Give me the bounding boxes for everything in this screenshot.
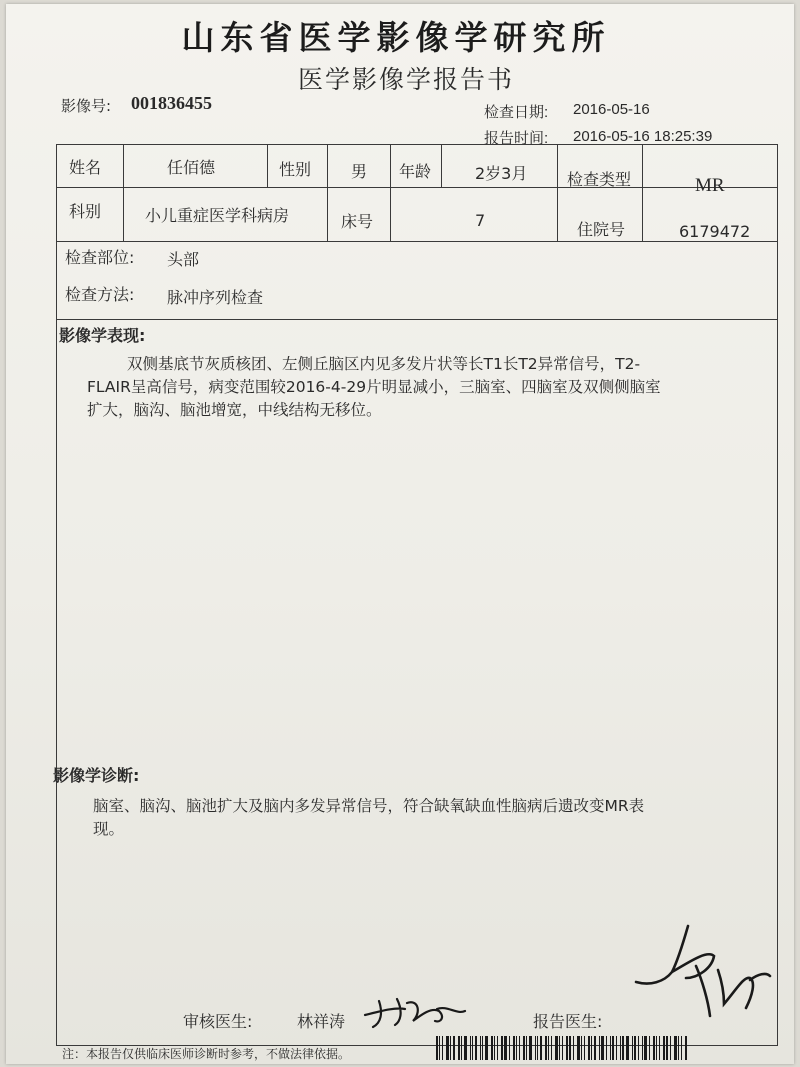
findings-line: 扩大，脑沟、脑池增宽，中线结构无移位。	[87, 401, 382, 419]
barcode-bar	[612, 1036, 614, 1060]
col-divider	[390, 145, 391, 241]
findings-line: FLAIR呈高信号，病变范围较2016-4-29片明显减小，三脑室、四脑室及双侧侧脑室	[87, 378, 661, 396]
barcode-bar	[626, 1036, 629, 1060]
row-divider	[57, 319, 777, 320]
col-divider	[327, 145, 328, 241]
barcode-bar	[446, 1036, 449, 1060]
reviewer-name: 林祥涛	[297, 1012, 346, 1031]
exam-part-value: 头部	[167, 250, 200, 269]
bed-value: 7	[475, 211, 486, 230]
barcode-bar	[491, 1036, 493, 1060]
report-sheet	[6, 4, 794, 1064]
barcode-bar	[551, 1036, 552, 1060]
diagnosis-line: 脑室、脑沟、脑池扩大及脑内多发异常信号，符合缺氧缺血性脑病后遗改变MR表	[93, 797, 645, 815]
barcode-bar	[663, 1036, 665, 1060]
name-label: 姓名	[69, 158, 102, 177]
barcode-bar	[475, 1036, 477, 1060]
diagnosis-line: 现。	[93, 820, 125, 838]
barcode-bar	[555, 1036, 558, 1060]
barcode-bar	[485, 1036, 488, 1060]
bed-label: 床号	[341, 212, 374, 231]
barcode-bar	[581, 1036, 582, 1060]
barcode-bar	[591, 1036, 592, 1060]
age-value: 2岁3月	[475, 164, 528, 183]
barcode-bar	[681, 1036, 682, 1060]
report-time-value: 2016-05-16 18:25:39	[573, 128, 713, 145]
barcode-bar	[540, 1036, 542, 1060]
barcode-bar	[606, 1036, 607, 1060]
barcode-bar	[656, 1036, 657, 1060]
findings-line: 双侧基底节灰质核团、左侧丘脑区内见多发片状等长T1长T2异常信号，T2-	[127, 355, 641, 373]
row-divider	[57, 187, 777, 188]
col-divider	[557, 145, 558, 241]
image-no-label: 影像号:	[61, 97, 112, 115]
barcode-bar	[470, 1036, 471, 1060]
barcode-bar	[559, 1036, 560, 1060]
barcode-bar	[666, 1036, 668, 1060]
barcode-bar	[577, 1036, 580, 1060]
barcode-bar	[545, 1036, 547, 1060]
barcode-bar	[480, 1036, 481, 1060]
dept-label: 科别	[69, 202, 102, 221]
barcode-bar	[501, 1036, 503, 1060]
exam-type-label: 检查类型	[567, 170, 632, 189]
barcode-bar	[632, 1036, 633, 1060]
barcode-bar	[453, 1036, 455, 1060]
exam-type-value: MR	[695, 175, 725, 196]
barcode-bar	[436, 1036, 438, 1060]
barcode-bar	[622, 1036, 624, 1060]
barcode-bar	[599, 1036, 600, 1060]
inpatient-label: 住院号	[577, 220, 626, 239]
barcode-bar	[620, 1036, 621, 1060]
barcode-bar	[535, 1036, 536, 1060]
name-value: 任佰德	[167, 158, 216, 177]
barcode-bar	[634, 1036, 636, 1060]
age-label: 年龄	[399, 162, 432, 181]
report-frame	[53, 144, 778, 1046]
barcode-bar	[519, 1036, 520, 1060]
barcode-bar	[464, 1036, 467, 1060]
sex-value: 男	[351, 162, 368, 181]
barcode-bar	[504, 1036, 507, 1060]
barcode-bar	[678, 1036, 679, 1060]
barcode-bar	[562, 1036, 563, 1060]
barcode-bar	[566, 1036, 568, 1060]
reviewer-label: 审核医生:	[183, 1012, 253, 1031]
barcode-bar	[529, 1036, 532, 1060]
barcode-bar	[526, 1036, 527, 1060]
reviewer-signature	[361, 991, 471, 1031]
barcode-bar	[516, 1036, 517, 1060]
barcode	[436, 1036, 696, 1060]
barcode-bar	[439, 1036, 440, 1060]
barcode-bar	[653, 1036, 655, 1060]
reporter-signature	[632, 920, 772, 1020]
barcode-bar	[588, 1036, 590, 1060]
diagnosis-label: 影像学诊断:	[53, 766, 140, 785]
row-divider	[57, 241, 777, 242]
exam-date-label: 检查日期:	[484, 104, 549, 121]
barcode-bar	[594, 1036, 596, 1060]
exam-method-label: 检查方法:	[65, 285, 135, 304]
barcode-bar	[569, 1036, 571, 1060]
barcode-bar	[523, 1036, 525, 1060]
barcode-bar	[616, 1036, 617, 1060]
col-divider	[642, 145, 643, 241]
barcode-bar	[513, 1036, 515, 1060]
barcode-bar	[674, 1036, 677, 1060]
barcode-bar	[472, 1036, 473, 1060]
barcode-bar	[638, 1036, 639, 1060]
barcode-bar	[610, 1036, 611, 1060]
col-divider	[441, 145, 442, 187]
barcode-bar	[537, 1036, 538, 1060]
institute-name: 山东省医学影像学研究所	[181, 18, 611, 57]
barcode-bar	[670, 1036, 671, 1060]
barcode-bar	[442, 1036, 443, 1060]
findings-label: 影像学表现:	[59, 326, 146, 345]
barcode-bar	[482, 1036, 483, 1060]
barcode-bar	[659, 1036, 660, 1060]
barcode-bar	[509, 1036, 510, 1060]
barcode-bar	[573, 1036, 574, 1060]
barcode-bar	[450, 1036, 451, 1060]
barcode-bar	[644, 1036, 647, 1060]
barcode-bar	[685, 1036, 687, 1060]
exam-method-value: 脉冲序列检查	[167, 288, 264, 307]
barcode-bar	[649, 1036, 650, 1060]
reporter-label: 报告医生:	[533, 1012, 603, 1031]
inpatient-value: 6179472	[679, 222, 751, 241]
barcode-bar	[497, 1036, 498, 1060]
barcode-bar	[458, 1036, 460, 1060]
report-title: 医学影像学报告书	[297, 65, 514, 94]
exam-part-label: 检查部位:	[65, 248, 135, 267]
barcode-bar	[642, 1036, 643, 1060]
sex-label: 性别	[279, 160, 312, 179]
barcode-bar	[461, 1036, 462, 1060]
barcode-bar	[584, 1036, 585, 1060]
col-divider	[123, 145, 124, 241]
barcode-bar	[601, 1036, 604, 1060]
barcode-bar	[548, 1036, 549, 1060]
barcode-bar	[494, 1036, 495, 1060]
col-divider	[267, 145, 268, 187]
dept-value: 小儿重症医学科病房	[145, 206, 290, 225]
exam-date-value: 2016-05-16	[573, 101, 650, 118]
report-time-label: 报告时间:	[484, 130, 549, 147]
footer-note: 注：本报告仅供临床医师诊断时参考，不做法律依据。	[62, 1047, 351, 1061]
image-no-value: 001836455	[131, 93, 212, 113]
